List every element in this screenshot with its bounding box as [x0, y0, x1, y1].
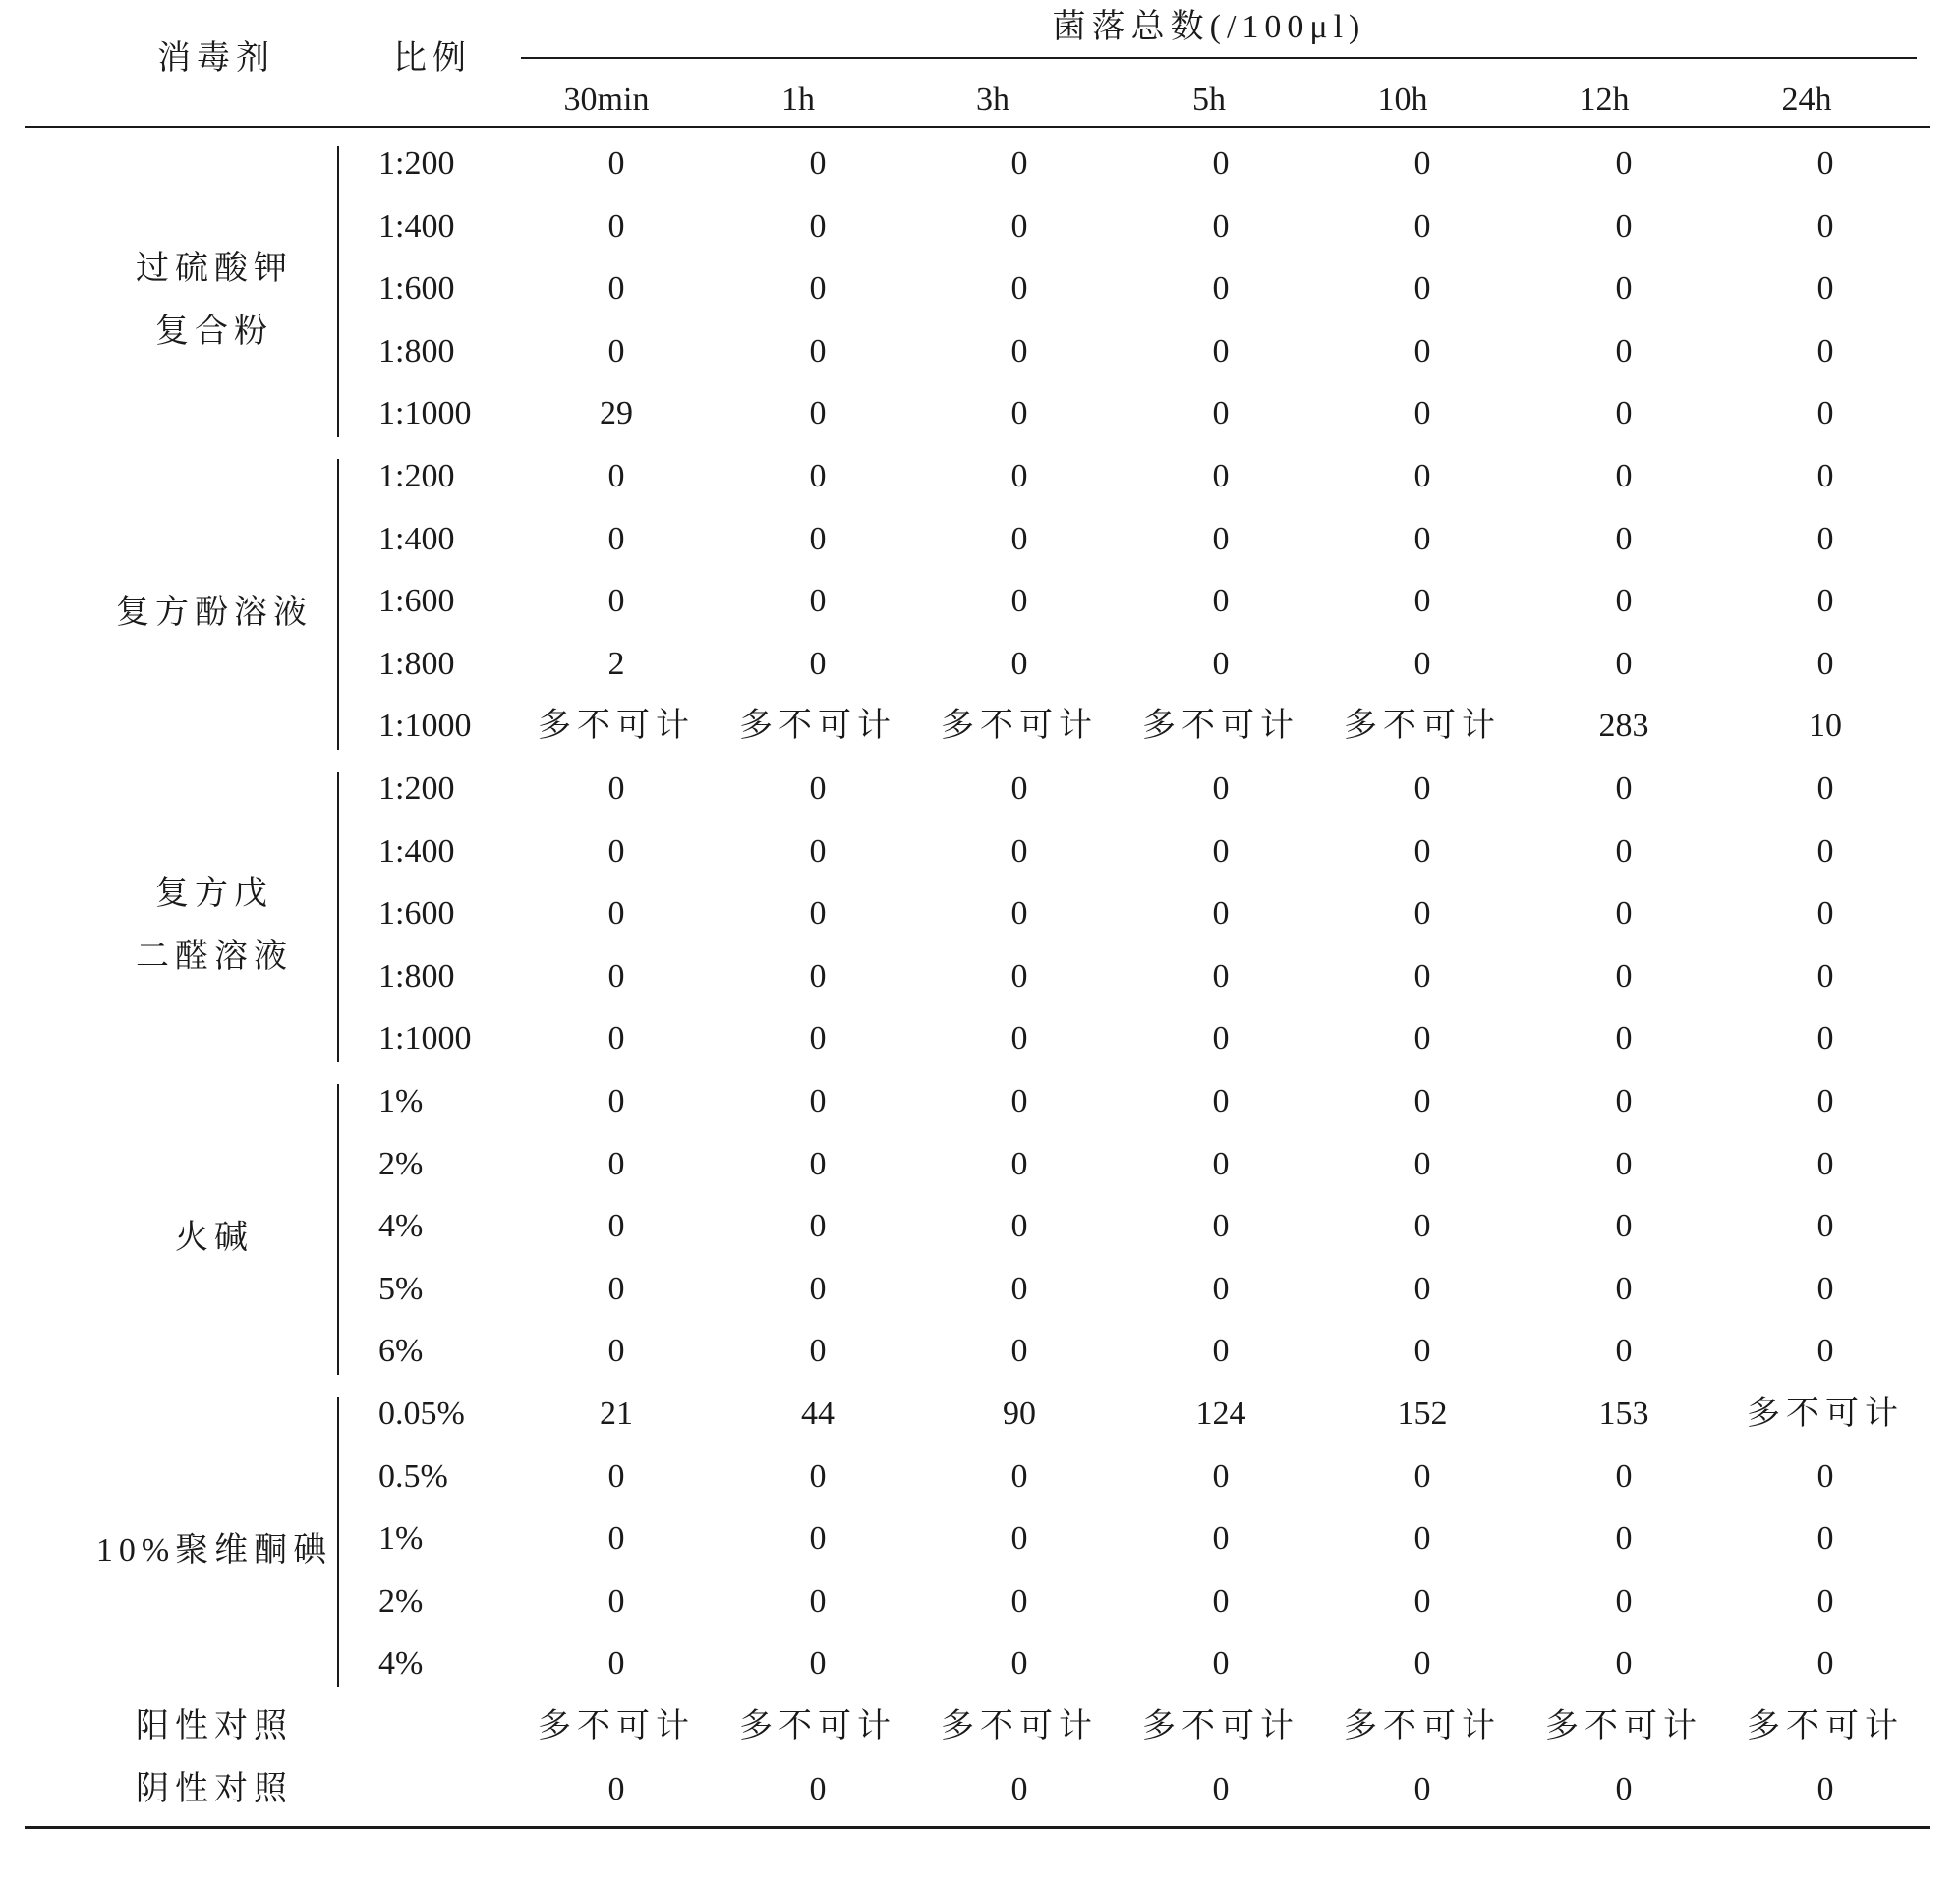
ratio-cell: 1:400: [378, 832, 455, 870]
value-cell: 0: [1615, 583, 1633, 620]
value-cell: 0: [1212, 1645, 1230, 1683]
value-cell: 多不可计: [739, 1708, 896, 1744]
value-cell: 0: [1010, 458, 1028, 494]
value-cell: 0: [607, 270, 625, 308]
value-cell: 0: [1010, 270, 1028, 308]
ratio-cell: 1%: [378, 1520, 424, 1558]
disinfectant-name: 复方戊: [155, 876, 273, 912]
value-cell: 0: [809, 957, 827, 995]
value-cell: 0: [1615, 1582, 1633, 1620]
value-cell: 0: [1615, 1770, 1633, 1807]
value-cell: 多不可计: [538, 1708, 695, 1744]
header-disinfectant: 消毒剂: [157, 40, 275, 77]
value-cell: 0: [1816, 207, 1834, 245]
value-cell: 0: [607, 583, 625, 620]
value-cell: 0: [1413, 645, 1431, 682]
disinfectant-name: 10%聚维酮碘: [95, 1532, 333, 1569]
value-cell: 0: [1010, 771, 1028, 807]
value-cell: 0: [1413, 583, 1431, 620]
value-cell: 多不可计: [1344, 1708, 1501, 1744]
value-cell: 0: [1212, 1145, 1230, 1182]
value-cell: 0: [607, 1145, 625, 1182]
value-cell: 0: [1816, 1582, 1834, 1620]
value-cell: 多不可计: [1344, 708, 1501, 745]
value-cell: 0: [1212, 645, 1230, 682]
value-cell: 0: [1010, 1770, 1028, 1807]
header-bottom-rule: [25, 126, 1930, 128]
value-cell: 2: [607, 645, 625, 682]
value-cell: 0: [1212, 270, 1230, 308]
value-cell: 0: [809, 1020, 827, 1057]
value-cell: 0: [607, 1020, 625, 1057]
value-cell: 0: [809, 1145, 827, 1182]
value-cell: 0: [809, 583, 827, 620]
value-cell: 0: [809, 145, 827, 182]
value-cell: 0: [1816, 771, 1834, 807]
time-header-12h: 12h: [1579, 82, 1630, 118]
ratio-cell: 1%: [378, 1083, 424, 1119]
value-cell: 0: [1413, 395, 1431, 432]
value-cell: 0: [1212, 1083, 1230, 1119]
ratio-cell: 1:1000: [378, 1020, 472, 1057]
value-cell: 0: [1212, 207, 1230, 245]
value-cell: 0: [1615, 145, 1633, 182]
value-cell: 0: [1413, 832, 1431, 870]
value-cell: 0: [1413, 332, 1431, 370]
value-cell: 0: [1010, 583, 1028, 620]
value-cell: 0: [1212, 1270, 1230, 1307]
ratio-cell: 0.05%: [378, 1396, 465, 1432]
ratio-cell: 1:800: [378, 332, 455, 370]
value-cell: 0: [1413, 1145, 1431, 1182]
value-cell: 0: [1212, 1020, 1230, 1057]
value-cell: 0: [607, 145, 625, 182]
value-cell: 0: [1413, 1270, 1431, 1307]
value-cell: 0: [1212, 520, 1230, 557]
value-cell: 0: [1615, 520, 1633, 557]
value-cell: 0: [1615, 1145, 1633, 1182]
value-cell: 多不可计: [1545, 1708, 1702, 1744]
value-cell: 0: [809, 1770, 827, 1807]
value-cell: 0: [1010, 1645, 1028, 1683]
time-header-24h: 24h: [1781, 82, 1832, 118]
value-cell: 0: [607, 207, 625, 245]
value-cell: 0: [1615, 207, 1633, 245]
value-cell: 0: [1816, 332, 1834, 370]
ratio-cell: 1:600: [378, 895, 455, 933]
ratio-cell: 1:1000: [378, 395, 472, 432]
group-bracket-line: [337, 1084, 339, 1375]
value-cell: 153: [1598, 1396, 1649, 1432]
value-cell: 0: [607, 1208, 625, 1245]
value-cell: 0: [1413, 1645, 1431, 1683]
value-cell: 29: [600, 395, 633, 432]
value-cell: 0: [1816, 583, 1834, 620]
ratio-cell: 1:600: [378, 270, 455, 308]
value-cell: 152: [1397, 1396, 1448, 1432]
value-cell: 21: [600, 1396, 633, 1432]
value-cell: 0: [1615, 1020, 1633, 1057]
value-cell: 多不可计: [941, 1708, 1098, 1744]
value-cell: 0: [1010, 207, 1028, 245]
value-cell: 0: [1413, 207, 1431, 245]
ratio-cell: 1:200: [378, 771, 455, 807]
value-cell: 0: [607, 1270, 625, 1307]
value-cell: 124: [1195, 1396, 1246, 1432]
value-cell: 0: [1010, 1333, 1028, 1370]
time-header-30min: 30min: [563, 82, 650, 118]
disinfectant-name: 复方酚溶液: [116, 595, 313, 631]
group-bracket-line: [337, 459, 339, 750]
value-cell: 0: [1615, 1333, 1633, 1370]
value-cell: 0: [1010, 1270, 1028, 1307]
value-cell: 0: [607, 1083, 625, 1119]
value-cell: 0: [1816, 458, 1834, 494]
value-cell: 0: [1212, 895, 1230, 933]
value-cell: 0: [1413, 1020, 1431, 1057]
value-cell: 0: [1212, 395, 1230, 432]
value-cell: 0: [1615, 1208, 1633, 1245]
value-cell: 0: [1212, 1582, 1230, 1620]
value-cell: 0: [1212, 957, 1230, 995]
value-cell: 0: [1615, 957, 1633, 995]
value-cell: 0: [1816, 270, 1834, 308]
value-cell: 0: [809, 270, 827, 308]
value-cell: 283: [1598, 708, 1649, 745]
value-cell: 0: [1212, 771, 1230, 807]
value-cell: 0: [1413, 1333, 1431, 1370]
value-cell: 0: [1212, 332, 1230, 370]
value-cell: 0: [1816, 520, 1834, 557]
value-cell: 0: [1212, 145, 1230, 182]
value-cell: 0: [809, 1208, 827, 1245]
ratio-cell: 5%: [378, 1270, 424, 1307]
value-cell: 0: [1413, 1770, 1431, 1807]
value-cell: 0: [1816, 1333, 1834, 1370]
value-cell: 0: [1413, 520, 1431, 557]
value-cell: 0: [1413, 957, 1431, 995]
value-cell: 0: [1010, 957, 1028, 995]
value-cell: 0: [1816, 1208, 1834, 1245]
value-cell: 0: [1816, 1145, 1834, 1182]
group-bracket-line: [337, 772, 339, 1062]
value-cell: 多不可计: [739, 708, 896, 745]
ratio-cell: 1:400: [378, 520, 455, 557]
disinfectant-name: 火碱: [175, 1220, 254, 1256]
value-cell: 0: [1212, 832, 1230, 870]
value-cell: 0: [809, 1083, 827, 1119]
value-cell: 0: [809, 332, 827, 370]
value-cell: 0: [1615, 1520, 1633, 1558]
value-cell: 多不可计: [1747, 1708, 1904, 1744]
value-cell: 0: [809, 1333, 827, 1370]
value-cell: 0: [1212, 1520, 1230, 1558]
value-cell: 0: [1816, 1520, 1834, 1558]
value-cell: 多不可计: [941, 708, 1098, 745]
value-cell: 0: [607, 458, 625, 494]
value-cell: 10: [1809, 708, 1842, 745]
value-cell: 90: [1003, 1396, 1036, 1432]
value-cell: 0: [607, 1520, 625, 1558]
value-cell: 0: [1010, 832, 1028, 870]
value-cell: 0: [1413, 145, 1431, 182]
value-cell: 0: [1413, 1083, 1431, 1119]
value-cell: 0: [1413, 895, 1431, 933]
value-cell: 0: [809, 395, 827, 432]
value-cell: 0: [1010, 1457, 1028, 1495]
time-header-10h: 10h: [1377, 82, 1428, 118]
value-cell: 0: [1010, 145, 1028, 182]
disinfectant-name: 过硫酸钾: [136, 251, 293, 287]
ratio-cell: 2%: [378, 1145, 424, 1182]
value-cell: 0: [1413, 1520, 1431, 1558]
header-group-rule: [521, 57, 1917, 59]
value-cell: 0: [607, 1582, 625, 1620]
value-cell: 多不可计: [538, 708, 695, 745]
value-cell: 0: [1615, 771, 1633, 807]
ratio-cell: 1:1000: [378, 708, 472, 745]
ratio-cell: 1:800: [378, 645, 455, 682]
ratio-cell: 2%: [378, 1582, 424, 1620]
value-cell: 0: [607, 1770, 625, 1807]
value-cell: 0: [1615, 1083, 1633, 1119]
value-cell: 0: [1816, 1770, 1834, 1807]
value-cell: 0: [1010, 332, 1028, 370]
value-cell: 0: [809, 207, 827, 245]
value-cell: 0: [1615, 270, 1633, 308]
ratio-cell: 1:600: [378, 583, 455, 620]
value-cell: 0: [1010, 1582, 1028, 1620]
value-cell: 0: [1010, 1208, 1028, 1245]
value-cell: 0: [1212, 458, 1230, 494]
value-cell: 0: [809, 1582, 827, 1620]
value-cell: 0: [1816, 645, 1834, 682]
group-bracket-line: [337, 146, 339, 437]
value-cell: 0: [1413, 1208, 1431, 1245]
header-colony-count: 菌落总数(/100μl): [1052, 9, 1366, 45]
value-cell: 0: [1615, 458, 1633, 494]
ratio-cell: 4%: [378, 1645, 424, 1683]
value-cell: 0: [1816, 1645, 1834, 1683]
ratio-cell: 1:800: [378, 957, 455, 995]
value-cell: 0: [1010, 1145, 1028, 1182]
value-cell: 0: [1212, 1333, 1230, 1370]
group-bracket-line: [337, 1397, 339, 1687]
ratio-cell: 0.5%: [378, 1457, 448, 1495]
value-cell: 0: [607, 332, 625, 370]
value-cell: 0: [1010, 1020, 1028, 1057]
value-cell: 0: [1615, 645, 1633, 682]
ratio-cell: 4%: [378, 1208, 424, 1245]
value-cell: 0: [1413, 270, 1431, 308]
time-header-1h: 1h: [781, 82, 815, 118]
value-cell: 0: [1615, 1645, 1633, 1683]
value-cell: 0: [1010, 1083, 1028, 1119]
value-cell: 多不可计: [1747, 1396, 1904, 1432]
value-cell: 0: [809, 1457, 827, 1495]
value-cell: 0: [809, 520, 827, 557]
table-bottom-rule: [25, 1826, 1930, 1829]
value-cell: 多不可计: [1142, 708, 1299, 745]
value-cell: 0: [1010, 895, 1028, 933]
disinfectant-name: 复合粉: [155, 314, 273, 350]
value-cell: 0: [1816, 1457, 1834, 1495]
disinfectant-name: 二醛溶液: [136, 939, 293, 975]
value-cell: 0: [1615, 1457, 1633, 1495]
value-cell: 多不可计: [1142, 1708, 1299, 1744]
value-cell: 44: [801, 1396, 835, 1432]
value-cell: 0: [1816, 1020, 1834, 1057]
value-cell: 0: [607, 771, 625, 807]
value-cell: 0: [1816, 832, 1834, 870]
ratio-cell: 1:200: [378, 145, 455, 182]
time-header-3h: 3h: [976, 82, 1009, 118]
ratio-cell: 6%: [378, 1333, 424, 1370]
value-cell: 0: [1816, 395, 1834, 432]
value-cell: 0: [607, 1645, 625, 1683]
header-ratio: 比例: [393, 40, 472, 77]
value-cell: 0: [809, 832, 827, 870]
value-cell: 0: [809, 458, 827, 494]
value-cell: 0: [1010, 520, 1028, 557]
value-cell: 0: [1010, 1520, 1028, 1558]
value-cell: 0: [1615, 832, 1633, 870]
value-cell: 0: [809, 895, 827, 933]
value-cell: 0: [1212, 1208, 1230, 1245]
value-cell: 0: [809, 1270, 827, 1307]
value-cell: 0: [809, 645, 827, 682]
value-cell: 0: [1816, 145, 1834, 182]
value-cell: 0: [607, 957, 625, 995]
value-cell: 0: [1413, 771, 1431, 807]
control-name: 阴性对照: [136, 1770, 293, 1807]
ratio-cell: 1:400: [378, 207, 455, 245]
value-cell: 0: [1413, 458, 1431, 494]
value-cell: 0: [809, 1645, 827, 1683]
value-cell: 0: [607, 1333, 625, 1370]
value-cell: 0: [1413, 1457, 1431, 1495]
value-cell: 0: [607, 1457, 625, 1495]
value-cell: 0: [1816, 895, 1834, 933]
value-cell: 0: [1615, 395, 1633, 432]
value-cell: 0: [607, 832, 625, 870]
value-cell: 0: [1615, 1270, 1633, 1307]
time-header-5h: 5h: [1192, 82, 1226, 118]
value-cell: 0: [1413, 1582, 1431, 1620]
value-cell: 0: [607, 520, 625, 557]
value-cell: 0: [1816, 957, 1834, 995]
control-name: 阳性对照: [136, 1708, 293, 1744]
value-cell: 0: [1212, 583, 1230, 620]
value-cell: 0: [809, 1520, 827, 1558]
value-cell: 0: [1212, 1770, 1230, 1807]
value-cell: 0: [809, 771, 827, 807]
value-cell: 0: [1816, 1083, 1834, 1119]
value-cell: 0: [1010, 645, 1028, 682]
value-cell: 0: [1010, 395, 1028, 432]
value-cell: 0: [1816, 1270, 1834, 1307]
value-cell: 0: [1212, 1457, 1230, 1495]
value-cell: 0: [607, 895, 625, 933]
value-cell: 0: [1615, 332, 1633, 370]
ratio-cell: 1:200: [378, 458, 455, 494]
value-cell: 0: [1615, 895, 1633, 933]
